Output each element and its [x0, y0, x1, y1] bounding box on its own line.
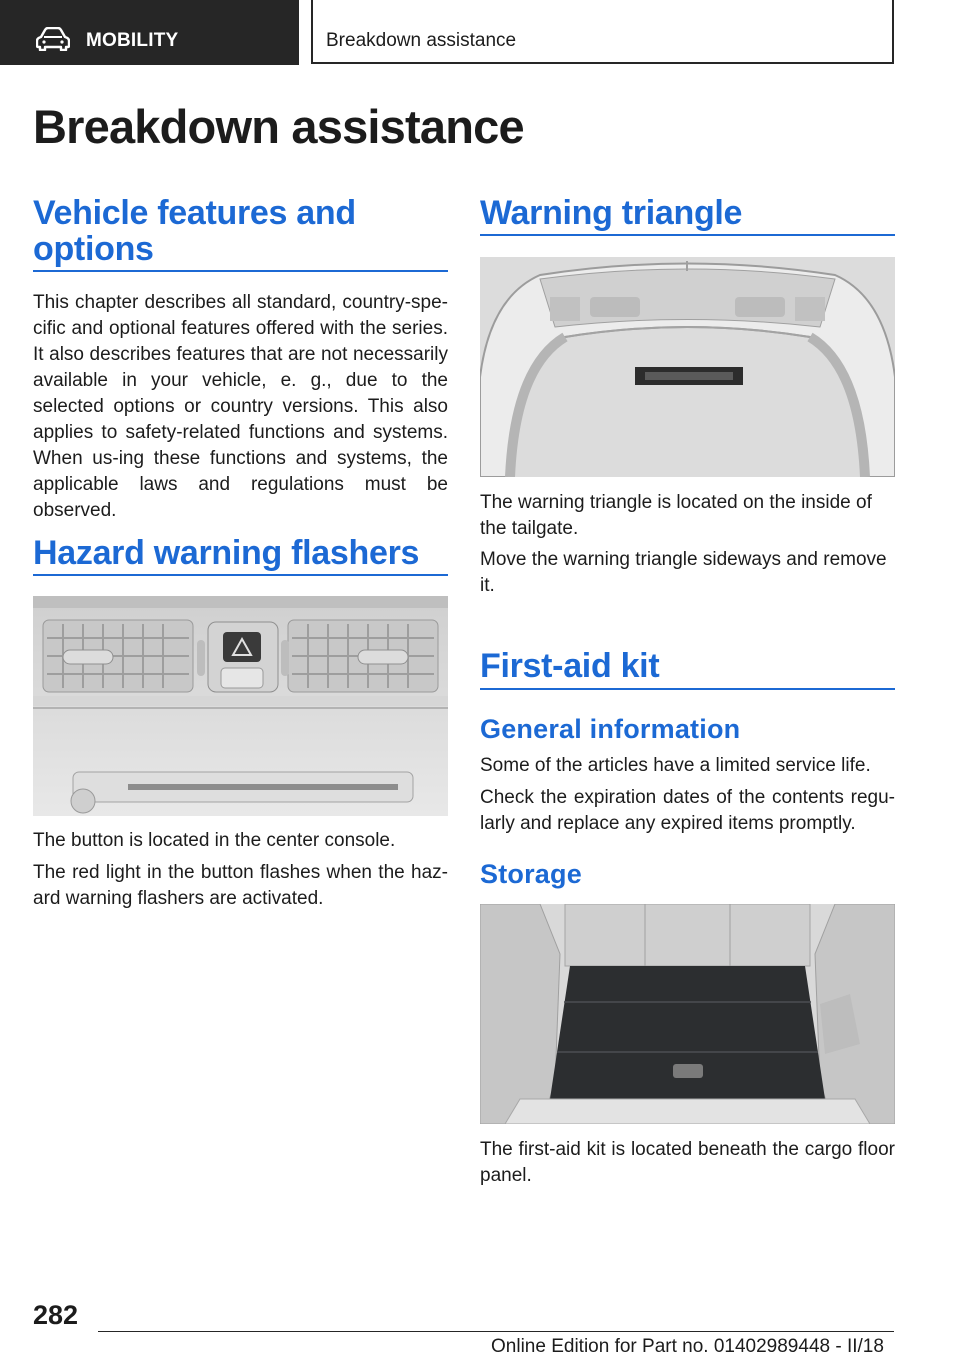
edition-text: Online Edition for Part no. 01402989448 - II/18 — [491, 1336, 884, 1357]
page-number: 282 — [33, 1300, 79, 1330]
hazard-location-text: The button is located in the center console. — [33, 830, 396, 851]
vehicle-features-heading-line1: Vehicle features and — [33, 194, 356, 232]
heading-rule — [33, 574, 448, 576]
section-tab[interactable] — [0, 0, 299, 65]
tailgate-photo — [480, 257, 895, 477]
expiration-text: Check the expiration dates of the contents regu‐larly and replace any expired items promptly. — [480, 787, 895, 834]
page-title: Breakdown assistance — [33, 100, 524, 153]
heading-rule — [480, 234, 895, 236]
general-information-heading: General information — [480, 714, 741, 744]
triangle-remove-text: Move the warning triangle sideways and remove it. — [480, 549, 887, 596]
heading-rule — [33, 270, 448, 272]
first-aid-heading: First-aid kit — [480, 647, 660, 685]
service-life-text: Some of the articles have a limited service life. — [480, 755, 871, 776]
vehicle-features-heading — [33, 195, 356, 267]
hazard-heading: Hazard warning flashers — [33, 534, 420, 572]
first-aid-location-text: The first-aid kit is located beneath the cargo floor panel. — [480, 1139, 895, 1186]
warning-triangle-heading: Warning triangle — [480, 194, 743, 232]
triangle-location-text: The warning triangle is located on the inside of the tailgate. — [480, 492, 872, 539]
breadcrumb-text: Breakdown assistance — [326, 30, 517, 51]
vehicle-features-heading-line2: options — [33, 230, 154, 268]
footer-rule — [98, 1331, 894, 1332]
section-label: MOBILITY — [86, 30, 179, 51]
vehicle-features-text: This chapter describes all standard, country-spe‐cific and optional features offered with the series. It also describes features that are not necessarily available in your vehicle, e. g., due to the selected options or country versions. This also applies to safety-related functions and systems. When us‐ing these functions and systems, the applicable laws and regulations must be observed. — [33, 292, 448, 521]
hazard-light-text: The red light in the button flashes when the haz‐ard warning flashers are activated. — [33, 862, 448, 909]
storage-heading: Storage — [480, 859, 582, 889]
hazard-button-photo — [33, 596, 448, 816]
car-icon — [36, 27, 70, 51]
breadcrumb[interactable] — [311, 0, 894, 64]
cargo-area-photo — [480, 904, 895, 1124]
heading-rule — [480, 688, 895, 690]
